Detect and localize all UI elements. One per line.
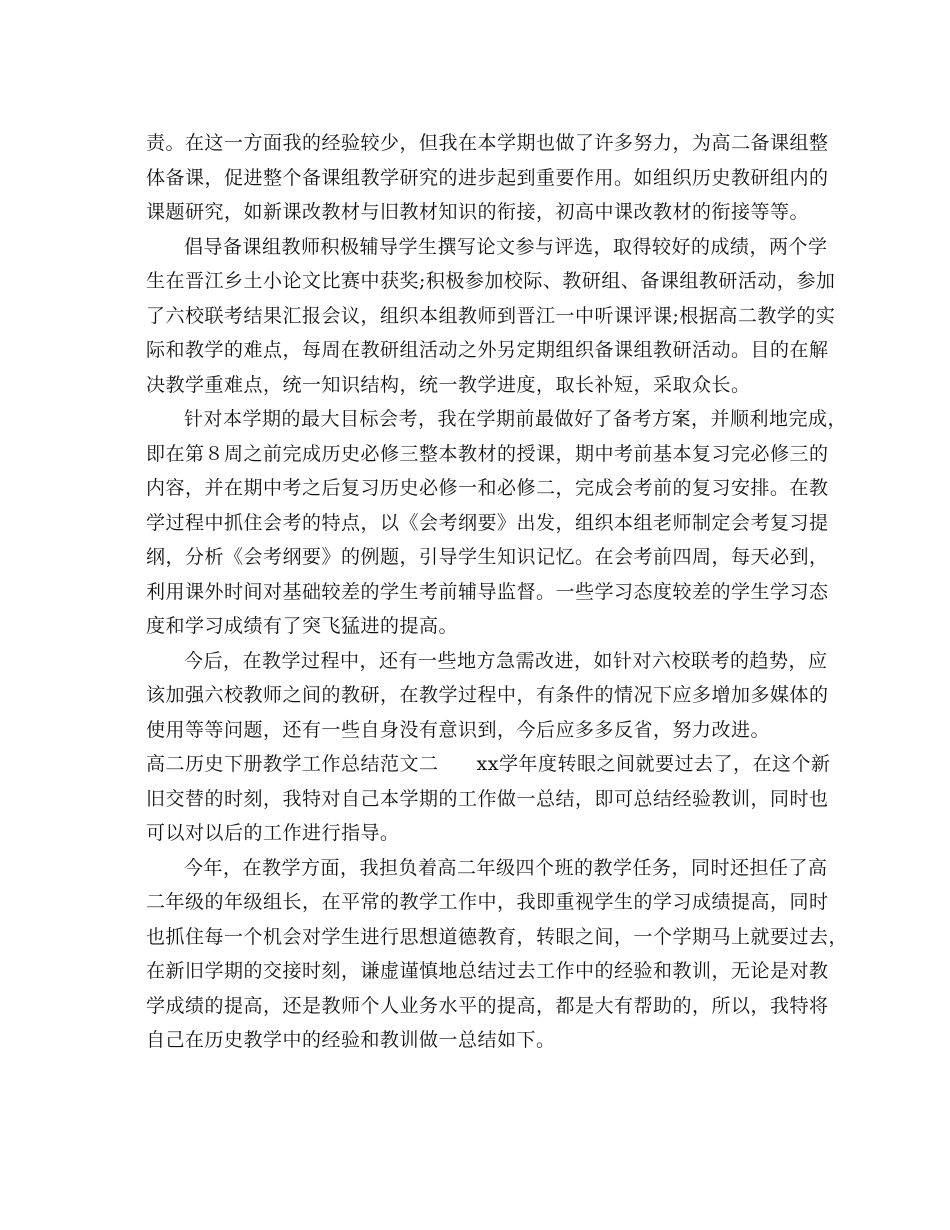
paragraph-2	[146, 230, 836, 403]
document-body	[146, 126, 849, 1058]
text-line: 也抓住每一个机会对学生进行思想道德教育，转眼之间，一个学期马上就要过去，	[146, 925, 849, 948]
text-line: 二年级的年级组长，在平常的教学工作中，我即重视学生的学习成绩提高，同时	[146, 891, 829, 913]
section-first-line-text: xx学年度转眼之间就要过去了，在这个新	[476, 753, 831, 775]
text-line: 决教学重难点，统一知识结构，统一教学进度，取长补短，采取众长。	[146, 373, 751, 396]
text-line: 使用等等问题，还有一些自身没有意识到，今后应多多反省，努力改进。	[146, 718, 771, 741]
paragraph-5	[146, 851, 849, 1058]
text-line: 体备课，促进整个备课组教学研究的进步起到重要作用。如组织历史教研组内的	[146, 166, 829, 189]
text-line: 学过程中抓住会考的特点，以《会考纲要》出发，组织本组老师制定会考复习提	[146, 511, 829, 534]
paragraph-3	[146, 402, 848, 644]
text-line: 度和学习成绩有了突飞猛进的提高。	[146, 615, 459, 637]
text-line: 了六校联考结果汇报会议，组织本组教师到晋江一中听课评课;根据高二教学的实	[146, 304, 836, 327]
text-line: 学成绩的提高，还是教师个人业务水平的提高，都是大有帮助的，所以，我特将	[146, 994, 829, 1017]
text-line: 该加强六校教师之间的教研，在教学过程中，有条件的情况下应多增加多媒体的	[146, 684, 829, 706]
text-line: 针对本学期的最大目标会考，我在学期前最做好了备考方案，并顺利地完成，	[184, 408, 848, 430]
text-line: 在新旧学期的交接时刻，谦虚谨慎地总结过去工作中的经验和教训，无论是对教	[146, 960, 829, 982]
text-line: 课题研究，如新课改教材与旧教材知识的衔接，初高中课改教材的衔接等等。	[146, 201, 810, 223]
text-line: 自己在历史教学中的经验和教训做一总结如下。	[146, 1029, 556, 1051]
section-2	[146, 747, 831, 851]
paragraph-4	[146, 644, 829, 748]
text-line: 际和教学的难点，每周在教研组活动之外另定期组织备课组教研活动。目的在解	[146, 339, 829, 361]
section-title: 高二历史下册教学工作总结范文二	[146, 753, 439, 775]
section-heading-line	[146, 747, 831, 782]
text-line: 责。在这一方面我的经验较少，但我在本学期也做了许多努力，为高二备课组整	[146, 132, 829, 154]
text-line: 生在晋江乡土小论文比赛中获奖;积极参加校际、教研组、备课组教研活动，参加	[146, 270, 836, 292]
text-line: 内容，并在期中考之后复习历史必修一和必修二，完成会考前的复习安排。在教	[146, 477, 829, 499]
text-line: 倡导备课组教师积极辅导学生撰写论文参与评选，取得较好的成绩，两个学	[184, 235, 828, 258]
text-line: 可以对以后的工作进行指导。	[146, 822, 400, 844]
text-line: 利用课外时间对基础较差的学生考前辅导监督。一些学习态度较差的学生学习态	[146, 580, 829, 603]
text-line: 旧交替的时刻，我特对自己本学期的工作做一总结，即可总结经验教训，同时也	[146, 787, 829, 810]
paragraph-1	[146, 126, 829, 230]
text-line: 即在第８周之前完成历史必修三整本教材的授课，期中考前基本复习完必修三的	[146, 442, 829, 465]
text-line: 今后，在教学过程中，还有一些地方急需改进，如针对六校联考的趋势，应	[184, 649, 828, 672]
text-line: 纲，分析《会考纲要》的例题，引导学生知识记忆。在会考前四周，每天必到，	[146, 546, 829, 568]
text-line: 今年，在教学方面，我担负着高二年级四个班的教学任务，同时还担任了高	[184, 856, 828, 879]
